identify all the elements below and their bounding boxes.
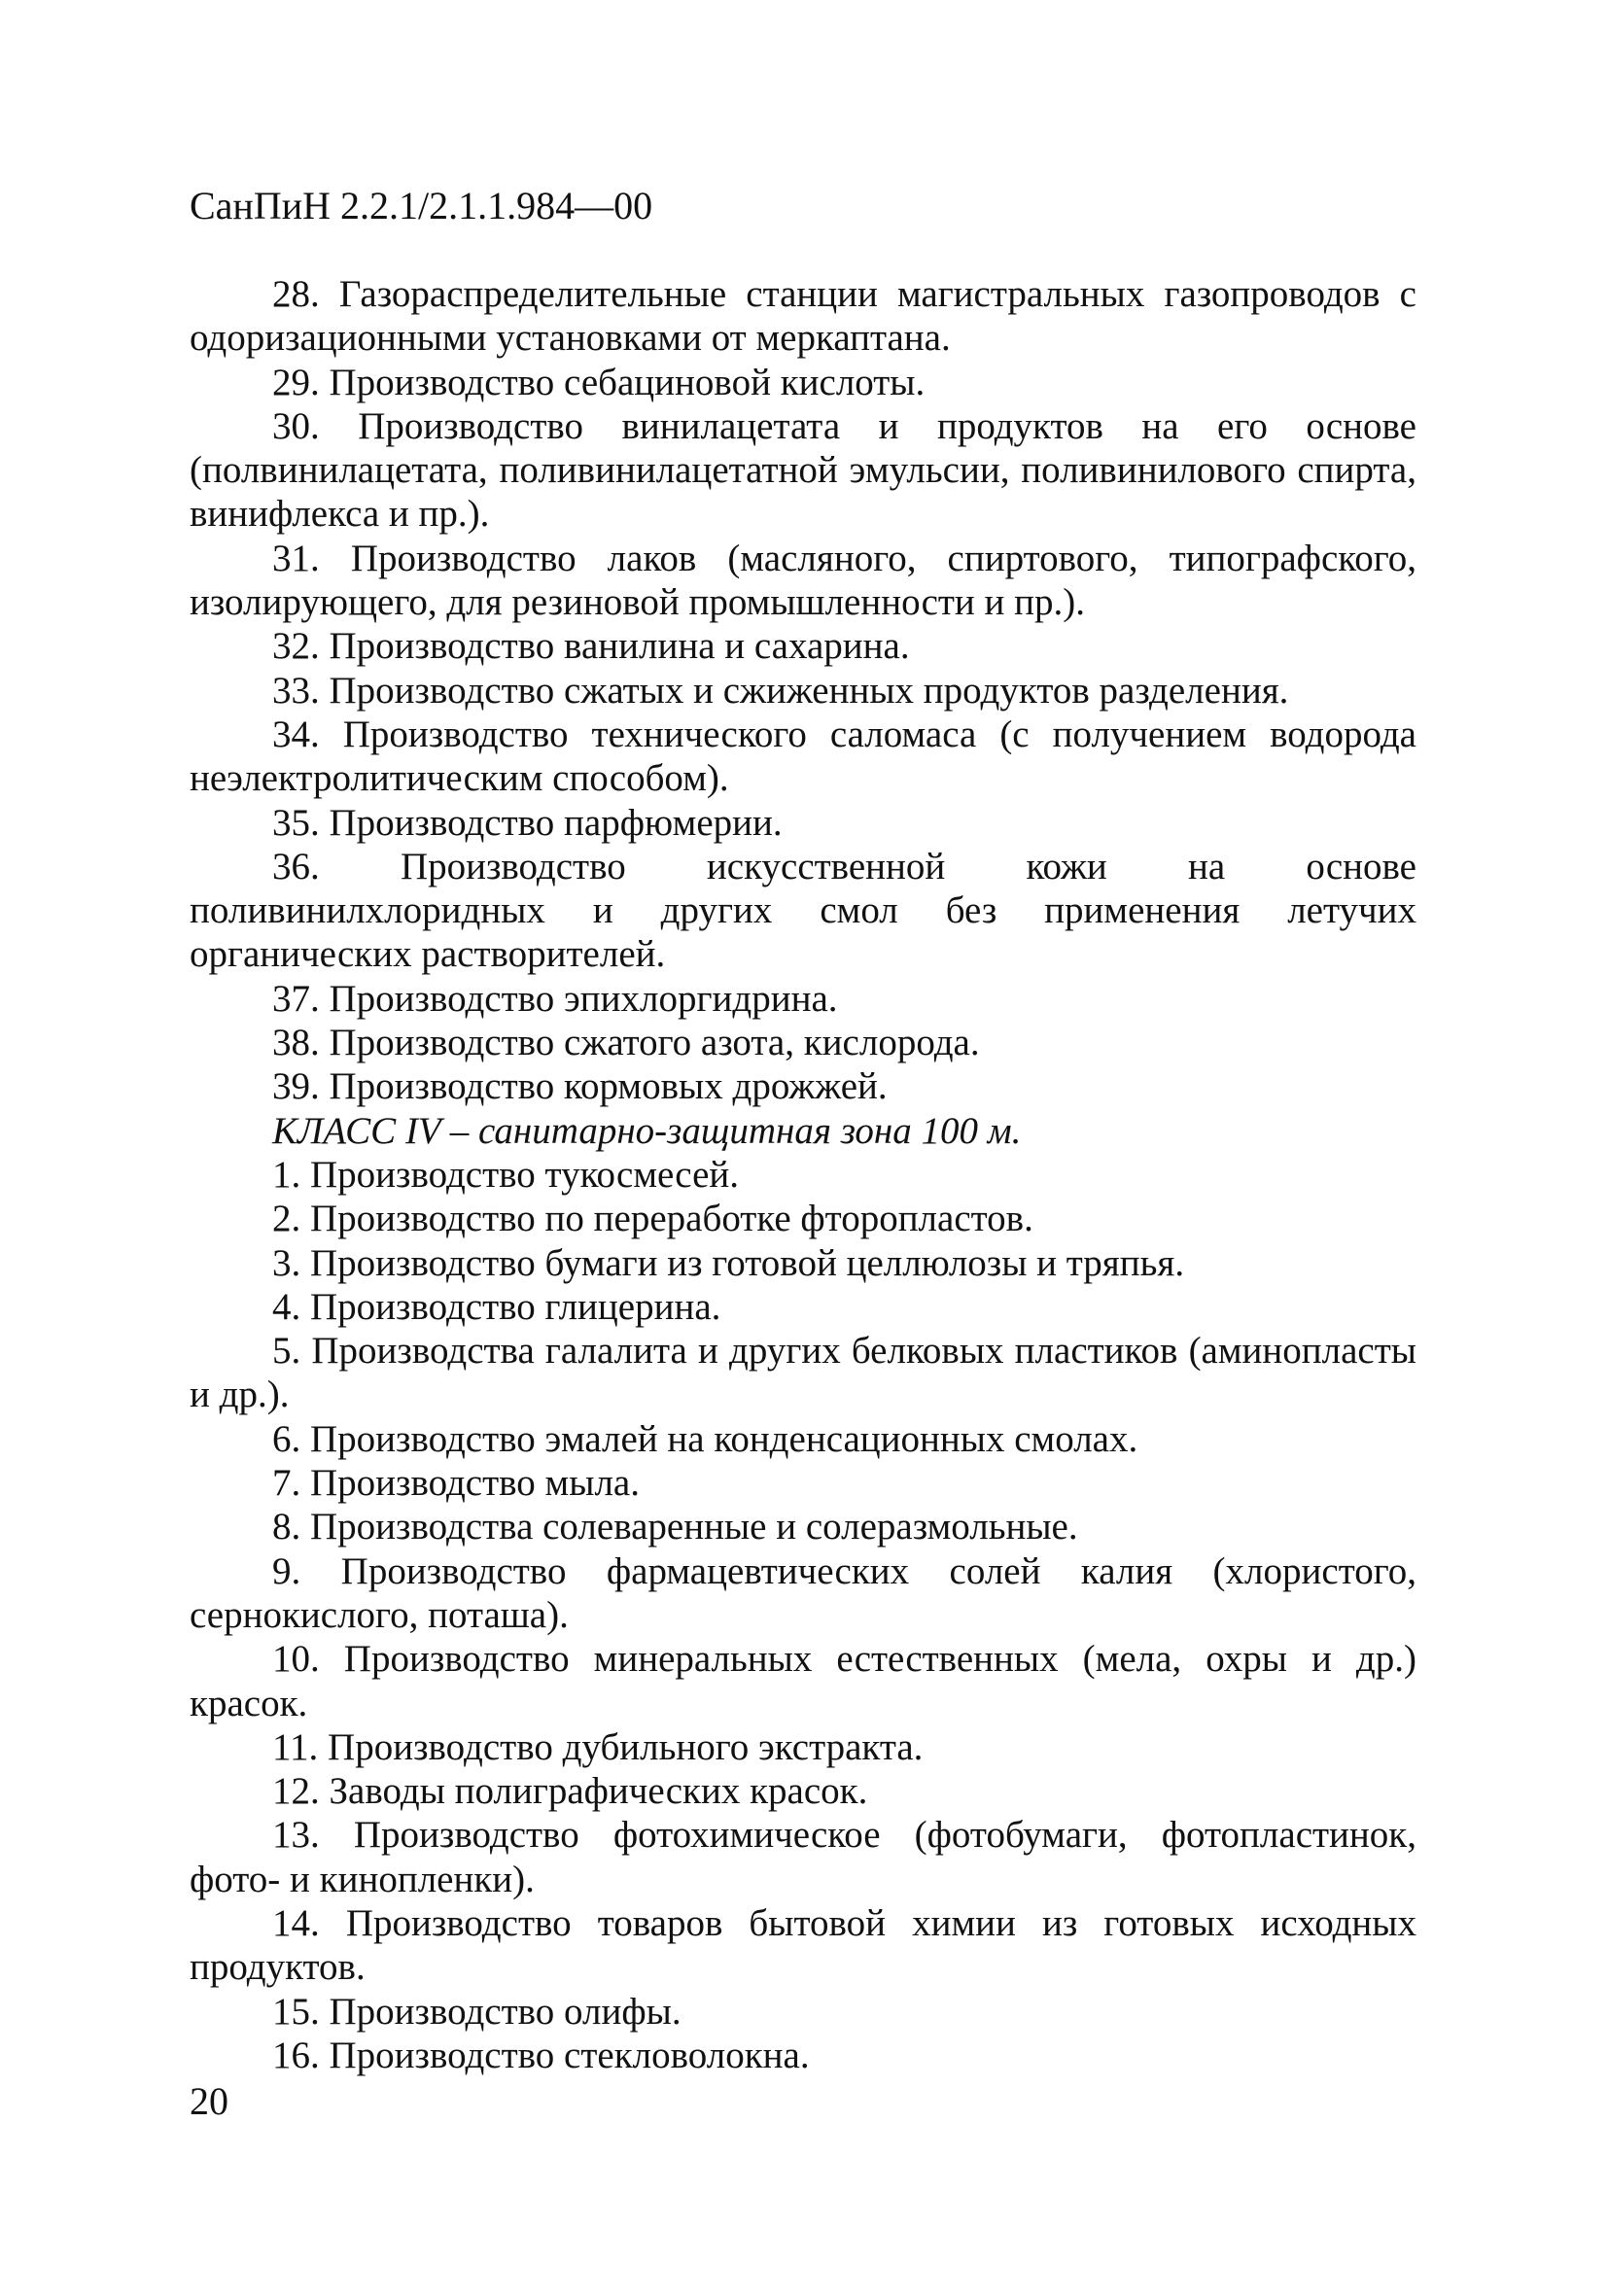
list-item: 14. Производство товаров бытовой химии из готовых исходных продуктов. [190, 1901, 1416, 1989]
list-item: 1. Производство тукосмесей. [272, 1153, 740, 1196]
list-item: 29. Производство себациновой кислоты. [272, 361, 926, 403]
list-item: 4. Производство глицерина. [272, 1285, 721, 1328]
list-item: 36. Производство искусственной кожи на основе поливинилхлоридных и других смол без применения летучих органических растворителей. [190, 845, 1416, 976]
page-number: 20 [190, 2079, 228, 2123]
list-item: 12. Заводы полиграфических красок. [272, 1770, 868, 1813]
list-item: 31. Производство лаков (масляного, спиртового, типографского, изолирующего, для резиновой промышленности и пр.). [190, 537, 1416, 624]
list-item: 5. Производства галалита и других белковых пластиков (аминопласты и др.). [190, 1330, 1416, 1416]
list-item: 38. Производство сжатого азота, кислорода. [272, 1022, 980, 1064]
list-item: 16. Производство стекловолокна. [272, 2034, 810, 2076]
list-item: 11. Производство дубильного экстракта. [272, 1725, 924, 1768]
list-item: 7. Производство мыла. [272, 1462, 640, 1505]
list-item: 30. Производство винилацетата и продуктов на его основе (полвинилацетата, поливинилацетатной эмульсии, поливинилового спирта, винифлекса и пр.). [190, 404, 1416, 536]
list-item: 37. Производство эпихлоргидрина. [272, 977, 838, 1020]
list-item: 32. Производство ванилина и сахарина. [272, 625, 910, 668]
document-body [190, 272, 1416, 2077]
section-title-class-iv: КЛАСС IV – санитарно-защитная зона 100 м. [272, 1109, 1022, 1152]
list-item: 35. Производство парфюмерии. [272, 801, 783, 844]
list-item: 13. Производство фотохимическое (фотобумаги, фотопластинок, фото- и кинопленки). [190, 1814, 1416, 1900]
document-code-header: СанПиН 2.2.1/2.1.1.984—00 [190, 184, 653, 227]
list-item: 8. Производства солеваренные и солеразмольные. [272, 1506, 1078, 1548]
list-item: 10. Производство минеральных естественных (мела, охры и др.) красок. [190, 1638, 1416, 1724]
list-item: 39. Производство кормовых дрожжей. [272, 1065, 888, 1108]
list-item: 9. Производство фармацевтических солей калия (хлористого, сернокислого, поташа). [190, 1549, 1416, 1636]
list-item: 33. Производство сжатых и сжиженных продуктов разделения. [272, 669, 1289, 712]
list-item: 6. Производство эмалей на конденсационных смолах. [272, 1417, 1138, 1460]
list-item: 28. Газораспределительные станции магистральных газопроводов с одоризационными установками от меркаптана. [190, 273, 1416, 360]
list-item: 2. Производство по переработке фторопластов. [272, 1198, 1033, 1240]
list-item: 15. Производство олифы. [272, 1990, 682, 2033]
list-item: 34. Производство технического саломаса (с получением водорода неэлектролитическим способом). [190, 713, 1416, 800]
list-item: 3. Производство бумаги из готовой целлюлозы и тряпья. [272, 1241, 1185, 1284]
